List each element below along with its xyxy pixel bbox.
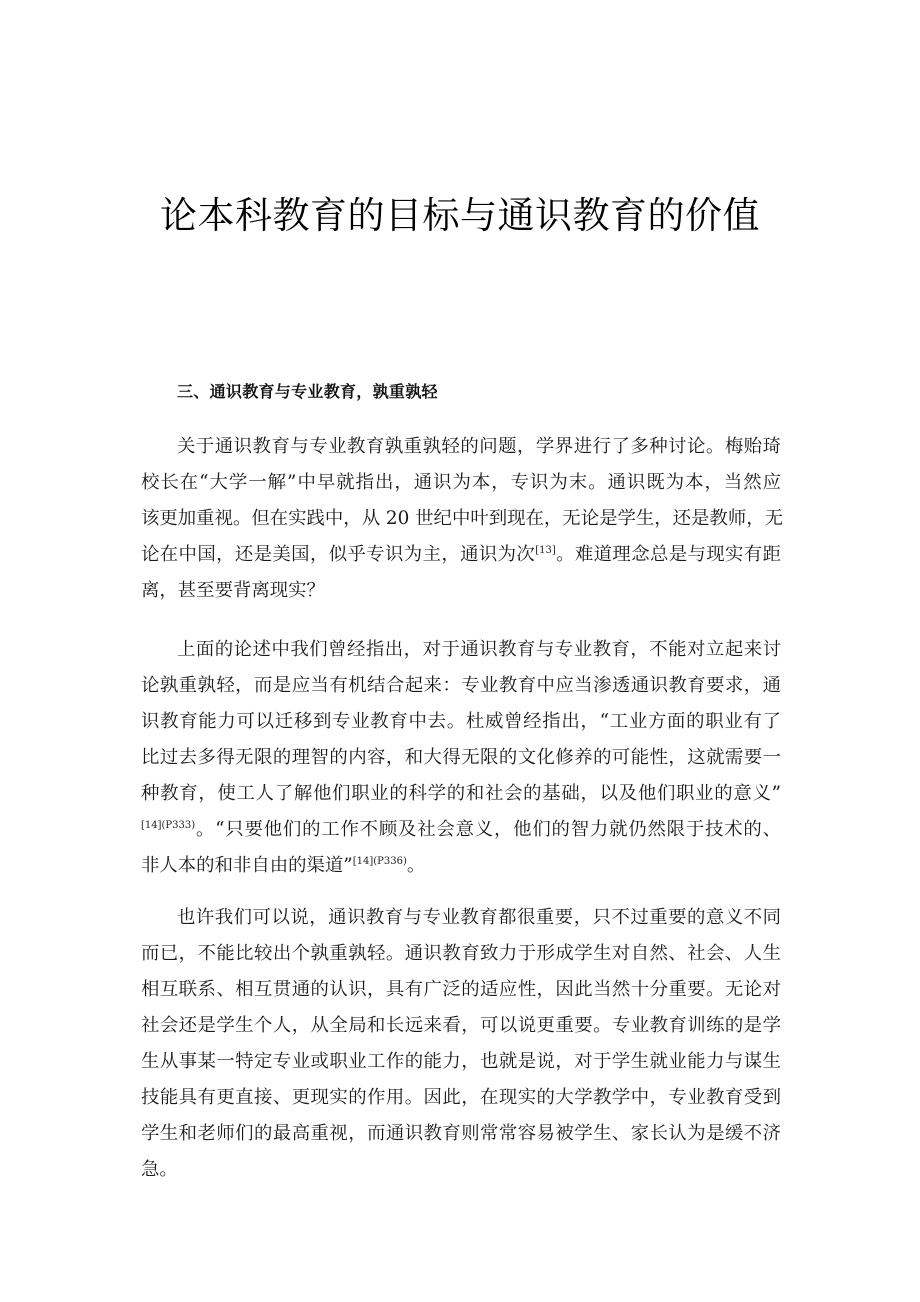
paragraph-line <box>141 501 781 537</box>
paragraph-line <box>141 848 781 884</box>
line-text: 。 <box>406 855 426 876</box>
paragraph-line <box>141 936 781 972</box>
line-text: 相互联系、相互贯通的认识，具有广泛的适应性，因此当然十分重要。无论对 <box>141 979 781 1000</box>
section-heading: 三、通识教育与专业教育，孰重孰轻 <box>177 382 438 401</box>
line-text: 。“只要他们的工作不顾及社会意义，他们的智力就仍然限于技术的、 <box>195 819 781 840</box>
line-text: 而已，不能比较出个孰重孰轻。通识教育致力于形成学生对自然、社会、人生 <box>141 943 781 964</box>
paragraph-line <box>141 900 781 936</box>
paragraph-line <box>141 776 781 812</box>
paragraph-2 <box>141 632 781 884</box>
paragraph-line <box>141 537 781 573</box>
paragraph-line <box>141 429 781 465</box>
paragraph-line <box>141 632 781 668</box>
line-text: 识教育能力可以迁移到专业教育中去。杜威曾经指出，“工业方面的职业有了 <box>141 711 781 732</box>
line-text: 也许我们可以说，通识教育与专业教育都很重要，只不过重要的意义不同 <box>177 907 781 928</box>
line-text: 急。 <box>141 1159 178 1180</box>
paragraph-line <box>141 740 781 776</box>
paragraph-line <box>141 465 781 501</box>
citation-ref-14-p336: [14](P336) <box>352 856 407 867</box>
paragraph-3 <box>141 900 781 1188</box>
line-text: 论在中国，还是美国，似乎专识为主，通识为次 <box>141 544 536 565</box>
paragraph-line <box>141 972 781 1008</box>
document-title: 论本科教育的目标与通识教育的价值 <box>160 194 760 237</box>
line-text: 生从事某一特定专业或职业工作的能力，也就是说，对于学生就业能力与谋生 <box>141 1051 781 1072</box>
line-text: 。难道理念总是与现实有距 <box>555 544 781 565</box>
paragraph-1 <box>141 429 781 609</box>
line-text: 非人本的和非自由的渠道” <box>141 855 353 876</box>
paragraph-line <box>141 573 781 609</box>
line-text: 关于通识教育与专业教育孰重孰轻的问题，学界进行了多种讨论。梅贻琦 <box>177 436 781 457</box>
paragraph-line <box>141 1116 781 1152</box>
line-text: 该更加重视。但在实践中，从 20 世纪中叶到现在，无论是学生，还是教师，无 <box>141 508 783 529</box>
line-text: 技能具有更直接、更现实的作用。因此，在现实的大学教学中，专业教育受到 <box>141 1087 781 1108</box>
paragraph-line <box>141 704 781 740</box>
paragraph-line <box>141 812 781 848</box>
line-text: 离，甚至要背离现实？ <box>141 580 325 601</box>
line-text: 社会还是学生个人，从全局和长远来看，可以说更重要。专业教育训练的是学 <box>141 1015 781 1036</box>
paragraph-line <box>141 1080 781 1116</box>
line-text: 校长在“大学一解”中早就指出，通识为本，专识为末。通识既为本，当然应 <box>141 472 781 493</box>
paragraph-line <box>141 1044 781 1080</box>
paragraph-line <box>141 1008 781 1044</box>
citation-ref-14-p333: [14](P333) <box>141 820 196 831</box>
line-text: 学生和老师们的最高重视，而通识教育则常常容易被学生、家长认为是缓不济 <box>141 1123 781 1144</box>
line-text: 上面的论述中我们曾经指出，对于通识教育与专业教育，不能对立起来讨 <box>177 639 781 660</box>
line-text: 比过去多得无限的理智的内容，和大得无限的文化修养的可能性，这就需要一 <box>141 747 781 768</box>
paragraph-line <box>141 1152 781 1188</box>
paragraph-line <box>141 668 781 704</box>
line-text: 种教育，使工人了解他们职业的科学的和社会的基础，以及他们职业的意义” <box>141 783 781 804</box>
citation-ref-13: [13] <box>535 545 556 556</box>
line-text: 论孰重孰轻，而是应当有机结合起来：专业教育中应当渗透通识教育要求，通 <box>141 675 781 696</box>
